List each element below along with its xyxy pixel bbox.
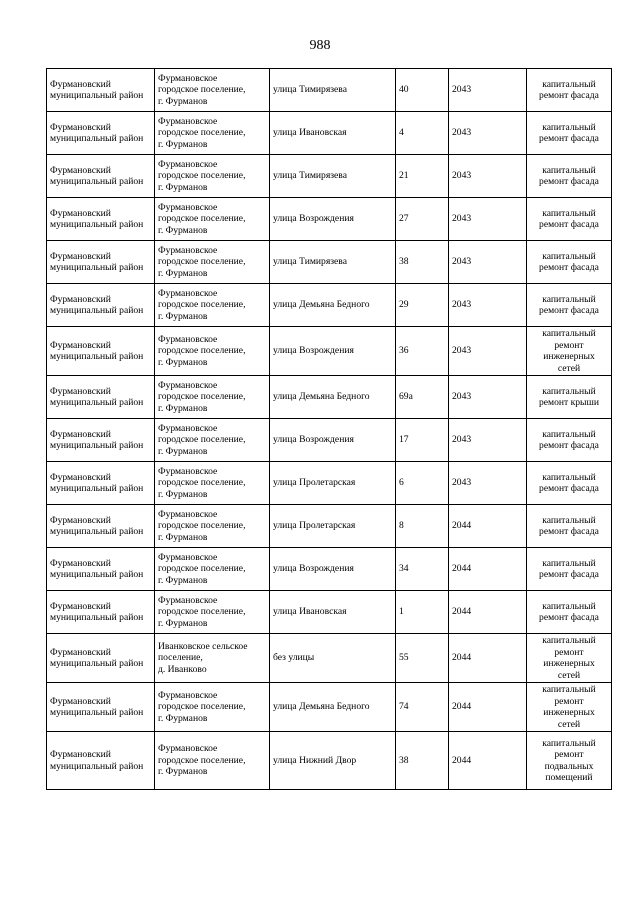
work-type-cell-line: капитальный — [542, 164, 596, 176]
table-row — [47, 155, 612, 198]
work-type-cell-line: ремонт фасада — [539, 262, 599, 273]
settlement-cell-line: Фурмановское — [158, 689, 218, 701]
settlement-cell-line: городское поселение, — [158, 606, 246, 618]
settlement-cell-line: Фурмановское — [158, 201, 218, 213]
district-cell: Фурмановский муниципальный район — [47, 634, 155, 683]
district-cell: Фурмановский муниципальный район — [47, 284, 155, 327]
table-row — [47, 548, 612, 591]
work-type-cell — [527, 376, 612, 419]
year-cell: 2044 — [449, 683, 527, 732]
district-cell: Фурмановский муниципальный район — [47, 732, 155, 790]
street-cell: улица Демьяна Бедного — [270, 376, 396, 419]
house-number-cell: 36 — [396, 327, 449, 376]
street-cell: улица Тимирязева — [270, 241, 396, 284]
table-row — [47, 284, 612, 327]
house-number-cell: 55 — [396, 634, 449, 683]
work-type-cell — [527, 462, 612, 505]
work-type-cell-line: капитальный — [542, 328, 596, 339]
street-cell: улица Тимирязева — [270, 155, 396, 198]
settlement-cell-line: г. Фурманов — [158, 224, 208, 236]
street-cell: улица Возрождения — [270, 419, 396, 462]
district-cell: Фурмановский муниципальный район — [47, 69, 155, 112]
work-type-cell — [527, 284, 612, 327]
work-type-cell-line: ремонт фасада — [539, 483, 599, 494]
settlement-cell-line: городское поселение, — [158, 84, 246, 96]
settlement-cell-line: Иванковское сельское — [158, 640, 248, 652]
work-type-cell-line: капитальный — [542, 385, 596, 397]
settlement-cell-line: Фурмановское — [158, 465, 218, 477]
district-cell: Фурмановский муниципальный район — [47, 155, 155, 198]
house-number-cell: 38 — [396, 241, 449, 284]
work-type-cell-line: капитальный — [542, 293, 596, 305]
page-number: 988 — [309, 38, 331, 53]
settlement-cell-line: городское поселение, — [158, 127, 246, 139]
work-type-cell-line: сетей — [557, 362, 581, 374]
settlement-cell — [155, 376, 270, 419]
work-type-cell-line: ремонт крыши — [538, 397, 600, 408]
settlement-cell — [155, 683, 270, 732]
settlement-cell — [155, 732, 270, 790]
work-type-cell — [527, 241, 612, 284]
year-cell: 2043 — [449, 112, 527, 155]
settlement-cell-line: Фурмановское — [158, 244, 218, 256]
settlement-cell-line: г. Фурманов — [158, 267, 208, 279]
settlement-cell — [155, 462, 270, 505]
settlement-cell-line: г. Фурманов — [158, 766, 208, 778]
table-row — [47, 241, 612, 284]
house-number-cell: 21 — [396, 155, 449, 198]
house-number-cell: 4 — [396, 112, 449, 155]
street-cell: улица Возрождения — [270, 548, 396, 591]
work-type-cell-line: капитальный — [542, 250, 596, 262]
district-cell: Фурмановский муниципальный район — [47, 591, 155, 634]
work-type-cell-line: ремонт — [554, 339, 584, 351]
settlement-cell-line: городское поселение, — [158, 701, 246, 713]
table-row — [47, 505, 612, 548]
settlement-cell-line: городское поселение, — [158, 477, 246, 489]
table-row — [47, 462, 612, 505]
year-cell: 2043 — [449, 376, 527, 419]
settlement-cell-line: Фурмановское — [158, 379, 218, 391]
street-cell: улица Демьяна Бедного — [270, 284, 396, 327]
work-type-cell — [527, 198, 612, 241]
settlement-cell — [155, 155, 270, 198]
house-number-cell: 27 — [396, 198, 449, 241]
work-type-cell — [527, 683, 612, 732]
work-type-cell-line: сетей — [557, 669, 581, 681]
street-cell: улица Возрождения — [270, 327, 396, 376]
work-type-cell — [527, 419, 612, 462]
street-cell: без улицы — [270, 634, 396, 683]
work-type-cell-line: ремонт — [554, 695, 584, 707]
settlement-cell-line: г. Фурманов — [158, 95, 208, 107]
settlement-cell-line: городское поселение, — [158, 170, 246, 182]
settlement-cell — [155, 241, 270, 284]
work-type-cell — [527, 505, 612, 548]
table-row — [47, 198, 612, 241]
settlement-cell-line: Фурмановское — [158, 594, 218, 606]
district-cell: Фурмановский муниципальный район — [47, 327, 155, 376]
settlement-cell-line: городское поселение, — [158, 256, 246, 268]
work-type-cell — [527, 327, 612, 376]
district-cell: Фурмановский муниципальный район — [47, 462, 155, 505]
settlement-cell-line: городское поселение, — [158, 299, 246, 311]
house-number-cell: 8 — [396, 505, 449, 548]
work-type-cell-line: капитальный — [542, 635, 596, 646]
settlement-cell — [155, 591, 270, 634]
work-type-cell-line: инженерных — [543, 707, 595, 718]
settlement-cell-line: Фурмановское — [158, 508, 218, 520]
settlement-cell — [155, 198, 270, 241]
street-cell: улица Ивановская — [270, 112, 396, 155]
settlement-cell-line: г. Фурманов — [158, 445, 208, 457]
settlement-cell — [155, 112, 270, 155]
work-type-cell-line: капитальный — [542, 557, 596, 569]
work-type-cell-line: инженерных — [543, 351, 595, 362]
district-cell: Фурмановский муниципальный район — [47, 419, 155, 462]
settlement-cell-line: Фурмановское — [158, 422, 218, 434]
year-cell: 2043 — [449, 462, 527, 505]
table-row — [47, 419, 612, 462]
settlement-cell-line: городское поселение, — [158, 345, 246, 357]
settlement-cell-line: г. Фурманов — [158, 310, 208, 322]
house-number-cell: 17 — [396, 419, 449, 462]
year-cell: 2044 — [449, 505, 527, 548]
work-type-cell — [527, 69, 612, 112]
work-type-cell — [527, 732, 612, 790]
settlement-cell-line: Фурмановское — [158, 551, 218, 563]
year-cell: 2043 — [449, 69, 527, 112]
year-cell: 2043 — [449, 241, 527, 284]
work-type-cell-line: ремонт фасада — [539, 90, 599, 101]
work-type-cell-line: помещений — [545, 772, 593, 783]
year-cell: 2044 — [449, 732, 527, 790]
settlement-cell-line: г. Фурманов — [158, 712, 208, 724]
work-type-cell-line: капитальный — [542, 600, 596, 612]
work-type-cell-line: ремонт фасада — [539, 133, 599, 144]
work-type-cell-line: капитальный — [542, 428, 596, 440]
settlement-cell-line: г. Фурманов — [158, 617, 208, 629]
year-cell: 2043 — [449, 155, 527, 198]
settlement-cell-line: Фурмановское — [158, 333, 218, 345]
repair-schedule-table — [46, 68, 612, 790]
settlement-cell — [155, 69, 270, 112]
district-cell: Фурмановский муниципальный район — [47, 505, 155, 548]
house-number-cell: 1 — [396, 591, 449, 634]
settlement-cell — [155, 505, 270, 548]
settlement-cell-line: городское поселение, — [158, 754, 246, 766]
settlement-cell — [155, 284, 270, 327]
settlement-cell-line: городское поселение, — [158, 213, 246, 225]
settlement-cell — [155, 548, 270, 591]
table-row — [47, 112, 612, 155]
settlement-cell-line: городское поселение, — [158, 391, 246, 403]
settlement-cell-line: поселение, — [158, 652, 203, 664]
work-type-cell — [527, 634, 612, 683]
work-type-cell — [527, 591, 612, 634]
table-row — [47, 591, 612, 634]
house-number-cell: 38 — [396, 732, 449, 790]
work-type-cell-line: капитальный — [542, 684, 596, 695]
settlement-cell-line: г. Фурманов — [158, 181, 208, 193]
settlement-cell-line: городское поселение, — [158, 563, 246, 575]
settlement-cell-line: Фурмановское — [158, 287, 218, 299]
district-cell: Фурмановский муниципальный район — [47, 241, 155, 284]
table-row — [47, 683, 612, 732]
work-type-cell-line: ремонт — [554, 749, 584, 760]
settlement-cell — [155, 634, 270, 683]
year-cell: 2044 — [449, 634, 527, 683]
table-row — [47, 732, 612, 790]
settlement-cell-line: г. Фурманов — [158, 138, 208, 150]
work-type-cell — [527, 548, 612, 591]
work-type-cell — [527, 155, 612, 198]
year-cell: 2043 — [449, 327, 527, 376]
street-cell: улица Нижний Двор — [270, 732, 396, 790]
work-type-cell-line: ремонт фасада — [539, 612, 599, 623]
year-cell: 2043 — [449, 198, 527, 241]
street-cell: улица Тимирязева — [270, 69, 396, 112]
settlement-cell-line: г. Фурманов — [158, 488, 208, 500]
settlement-cell-line: д. Иванково — [158, 663, 207, 675]
settlement-cell-line: г. Фурманов — [158, 531, 208, 543]
house-number-cell: 6 — [396, 462, 449, 505]
settlement-cell-line: Фурмановское — [158, 743, 218, 755]
work-type-cell-line: капитальный — [542, 737, 596, 749]
work-type-cell-line: капитальный — [542, 78, 596, 90]
work-type-cell-line: инженерных — [543, 658, 595, 669]
settlement-cell-line: Фурмановское — [158, 158, 218, 170]
year-cell: 2043 — [449, 284, 527, 327]
year-cell: 2044 — [449, 548, 527, 591]
district-cell: Фурмановский муниципальный район — [47, 198, 155, 241]
district-cell: Фурмановский муниципальный район — [47, 376, 155, 419]
street-cell: улица Ивановская — [270, 591, 396, 634]
house-number-cell: 69а — [396, 376, 449, 419]
settlement-cell-line: городское поселение, — [158, 434, 246, 446]
work-type-cell — [527, 112, 612, 155]
work-type-cell-line: ремонт фасада — [539, 219, 599, 230]
work-type-cell-line: ремонт фасада — [539, 569, 599, 580]
street-cell: улица Демьяна Бедного — [270, 683, 396, 732]
work-type-cell-line: ремонт фасада — [539, 176, 599, 187]
house-number-cell: 74 — [396, 683, 449, 732]
settlement-cell-line: г. Фурманов — [158, 402, 208, 414]
work-type-cell-line: капитальный — [542, 121, 596, 133]
year-cell: 2043 — [449, 419, 527, 462]
table-row — [47, 69, 612, 112]
settlement-cell — [155, 327, 270, 376]
year-cell: 2044 — [449, 591, 527, 634]
work-type-cell-line: ремонт — [554, 646, 584, 658]
street-cell: улица Пролетарская — [270, 462, 396, 505]
table-row — [47, 327, 612, 376]
work-type-cell-line: подвальных — [544, 760, 594, 772]
settlement-cell-line: г. Фурманов — [158, 356, 208, 368]
settlement-cell-line: Фурмановское — [158, 115, 218, 127]
street-cell: улица Возрождения — [270, 198, 396, 241]
house-number-cell: 34 — [396, 548, 449, 591]
work-type-cell-line: капитальный — [542, 471, 596, 483]
street-cell: улица Пролетарская — [270, 505, 396, 548]
table-row — [47, 376, 612, 419]
settlement-cell-line: городское поселение, — [158, 520, 246, 532]
settlement-cell-line: г. Фурманов — [158, 574, 208, 586]
house-number-cell: 29 — [396, 284, 449, 327]
work-type-cell-line: сетей — [557, 718, 581, 730]
table-body — [47, 69, 612, 790]
settlement-cell-line: Фурмановское — [158, 72, 218, 84]
district-cell: Фурмановский муниципальный район — [47, 548, 155, 591]
work-type-cell-line: ремонт фасада — [539, 526, 599, 537]
work-type-cell-line: капитальный — [542, 514, 596, 526]
work-type-cell-line: ремонт фасада — [539, 305, 599, 316]
work-type-cell-line: капитальный — [542, 207, 596, 219]
district-cell: Фурмановский муниципальный район — [47, 683, 155, 732]
table-row — [47, 634, 612, 683]
work-type-cell-line: ремонт фасада — [539, 440, 599, 451]
district-cell: Фурмановский муниципальный район — [47, 112, 155, 155]
house-number-cell: 40 — [396, 69, 449, 112]
settlement-cell — [155, 419, 270, 462]
